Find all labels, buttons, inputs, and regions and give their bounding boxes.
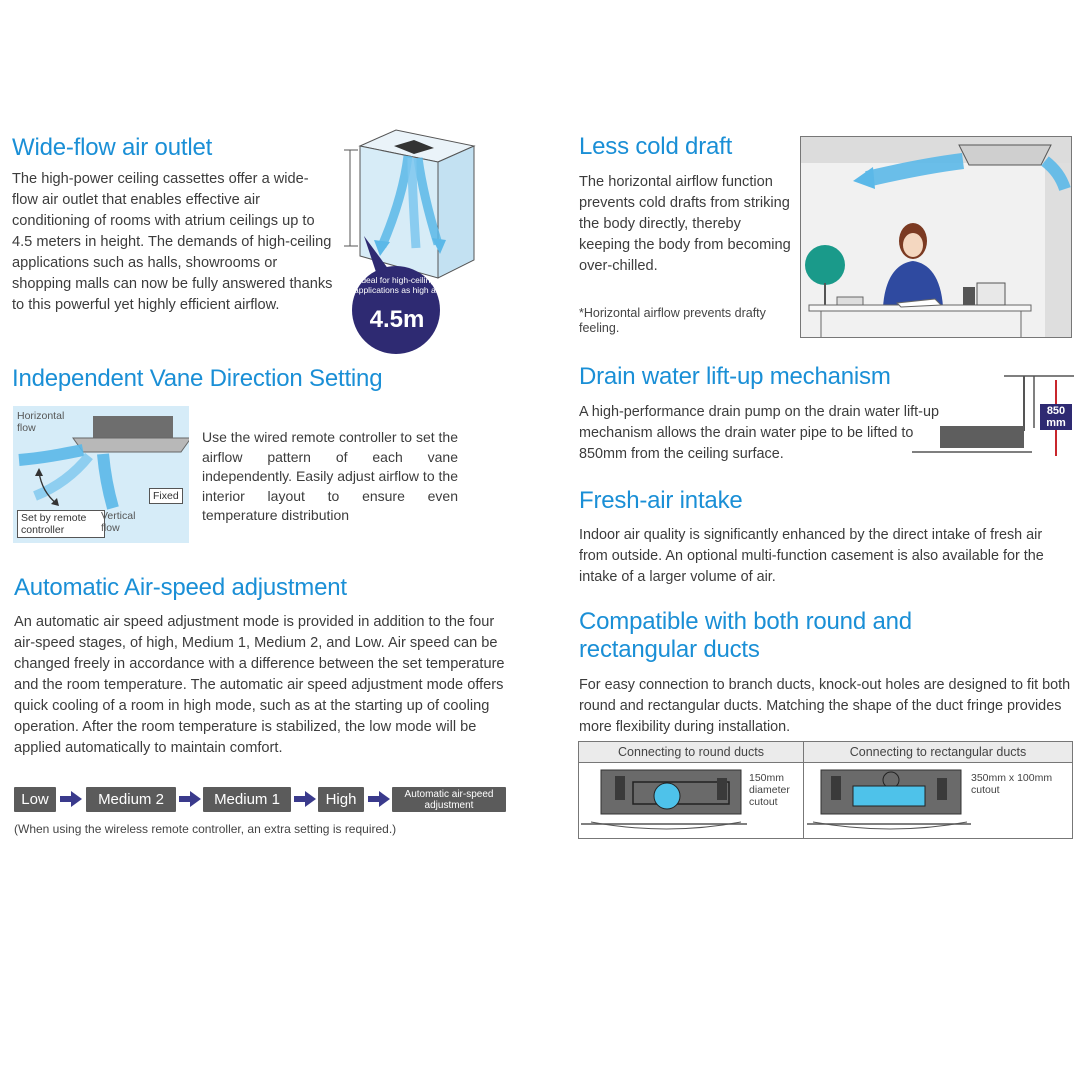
- arrow-right-icon: [294, 791, 316, 807]
- vane-illustration: [13, 406, 189, 543]
- stage-medium-1: Medium 1: [203, 787, 291, 812]
- air-speed-title: Automatic Air-speed adjustment: [14, 574, 347, 601]
- ducts-title-line2: rectangular ducts: [579, 636, 760, 663]
- fresh-air-body: Indoor air quality is significantly enhanced by the direct intake of fresh air from outside. An optional multi-function casement is also available for the intake of a larger volume of air.: [579, 527, 1044, 585]
- stage-low: Low: [14, 787, 56, 812]
- vane-title: Independent Vane Direction Setting: [12, 365, 383, 392]
- drain-illustration: [912, 370, 1074, 460]
- ducts-body: For easy connection to branch ducts, knock-out holes are designed to fit both round and rectangular ducts. Matching the shape of the duct fringe provides more flexibility during installation.: [579, 677, 1071, 735]
- arrow-right-icon: [179, 791, 201, 807]
- drain-badge-unit: mm: [1046, 417, 1066, 429]
- label-horizontal-flow: Horizontal flow: [17, 410, 65, 434]
- table-divider: [803, 762, 804, 838]
- rect-header: Connecting to rectangular ducts: [849, 745, 1027, 759]
- air-speed-note: (When using the wireless remote controller, an extra setting is required.): [14, 822, 397, 836]
- fresh-air-title: Fresh-air intake: [579, 487, 743, 514]
- arrow-right-icon: [368, 791, 390, 807]
- air-speed-body: An automatic air speed adjustment mode is provided in addition to the four air-speed stages, of high, Medium 1, Medium 2, and Low. Air speed can be changed freely in accordance with a difference between the set temperature and the room temperature. The automatic air speed adjustment mode offers quick cooling of a room in high mode, such as at the starting up of cooling operation. After the room temperature is stabilized, the low mode will be applied automatically to maintain comfort.: [14, 614, 505, 756]
- wide-flow-title: Wide-flow air outlet: [12, 134, 213, 161]
- rect-caption: 350mm x 100mm cutout: [971, 772, 1053, 796]
- stage-high: High: [318, 787, 364, 812]
- office-scene-graphic: [801, 137, 1071, 337]
- drain-body: A high-performance drain pump on the drain water lift-up mechanism allows the drain water pipe to be lifted to 850mm from the ceiling surface.: [579, 404, 939, 462]
- round-header-cell: [579, 742, 804, 763]
- ducts-table: [578, 741, 1073, 839]
- label-vertical-flow: Vertical flow: [101, 510, 136, 534]
- wide-flow-body: The high-power ceiling cassettes offer a wide-flow air outlet that enables effective air conditioning of rooms with atrium ceilings up to 4.5 meters in height. The demands of high-ceiling applications such as halls, showrooms or shopping malls can now be fully answered thanks to this powerful yet highly efficient airflow.: [12, 171, 333, 313]
- ducts-title-line1: Compatible with both round and: [579, 608, 912, 635]
- atrium-illustration: [334, 128, 480, 356]
- arrow-right-icon: [60, 791, 82, 807]
- badge-caption: Ideal for high-ceiling applications as high as: [353, 275, 440, 295]
- rect-header-cell: [804, 742, 1072, 763]
- cold-draft-title: Less cold draft: [579, 133, 733, 160]
- stage-automatic: Automatic air-speed adjustment: [392, 787, 506, 812]
- round-caption: 150mm diameter cutout: [749, 772, 790, 808]
- cold-draft-note: *Horizontal airflow prevents drafty feeling.: [579, 306, 766, 335]
- office-illustration: [800, 136, 1072, 338]
- label-set-by-remote: Set by remote controller: [17, 510, 105, 538]
- label-fixed: Fixed: [149, 488, 183, 504]
- round-duct-graphic: [581, 766, 747, 836]
- rect-duct-graphic: [807, 766, 971, 836]
- badge-value: 4.5m: [369, 306, 425, 333]
- drain-badge-value: 850: [1046, 405, 1066, 417]
- cold-draft-body: The horizontal airflow function prevents cold drafts from striking the body directly, thereby keeping the body from becoming over-chilled.: [579, 174, 791, 274]
- stage-medium-2: Medium 2: [86, 787, 176, 812]
- vane-body: Use the wired remote controller to set the airflow pattern of each vane independently. Easily adjust airflow to the interior layout to ensure even temperature distribution: [202, 429, 459, 523]
- round-header: Connecting to round ducts: [618, 745, 764, 759]
- drain-title: Drain water lift-up mechanism: [579, 363, 891, 390]
